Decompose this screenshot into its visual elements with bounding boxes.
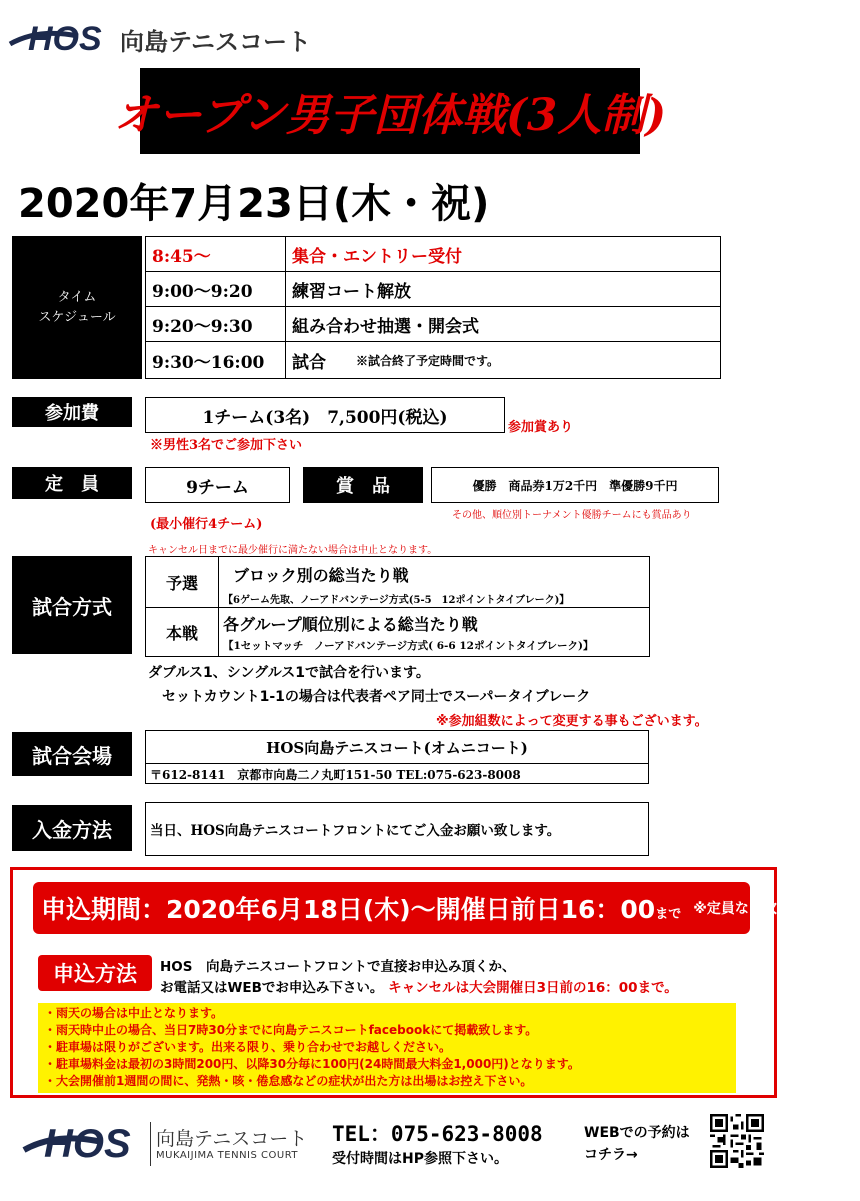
schedule-row-0-time: 8:45～ xyxy=(145,236,286,272)
format-change-note: ※参加組数によって変更する事もございます。 xyxy=(436,714,708,729)
fee-value: 1チーム(3名) 7,500円(税込) xyxy=(145,397,505,433)
schedule-label-line2: スケジュール xyxy=(38,309,116,325)
format-prelim-label: 予選 xyxy=(145,556,219,608)
fee-side-note: 参加賞あり xyxy=(508,420,574,435)
application-method-line1: HOS 向島テニスコートフロントで直接お申込み頂くか、 xyxy=(160,959,516,975)
notice-item: ・大会開催前1週間の間に、発熱・咳・倦怠感などの症状が出た方は出場はお控え下さい。 xyxy=(44,1074,533,1088)
application-period-small: まで xyxy=(655,906,682,922)
prize-value: 優勝 商品券1万2千円 準優勝9千円 xyxy=(431,467,719,503)
venue-address: 〒612-8141 京都市向島二ノ丸町151-50 TEL:075-623-8008 xyxy=(150,768,521,782)
schedule-label xyxy=(12,236,142,379)
footer-qr-code[interactable] xyxy=(710,1114,764,1168)
prize-label: 賞 品 xyxy=(303,467,423,503)
format-final-title: 各グループ順位別による総当たり戦 xyxy=(223,615,478,634)
footer-logo-text: HOS xyxy=(44,1122,131,1166)
schedule-row-3-desc-text: 試合 xyxy=(292,352,326,373)
schedule-row-3-desc xyxy=(285,341,721,379)
schedule-row-1-desc: 練習コート解放 xyxy=(285,271,721,307)
format-final-cell xyxy=(218,607,650,657)
notice-item: ・雨天時中止の場合、当日7時30分までに向島テニスコートfacebookにて掲載致します。 xyxy=(44,1023,538,1037)
footer-web-line1: WEBでの予約は xyxy=(584,1125,690,1141)
qr-code-icon xyxy=(710,1114,764,1168)
schedule-row-3-note: ※試合終了予定時間です。 xyxy=(356,353,500,368)
application-method-label-text: 申込方法 xyxy=(53,962,137,986)
schedule-row-3-time: 9:30～16:00 xyxy=(145,341,286,379)
title-banner xyxy=(113,68,667,154)
schedule-row-1-time: 9:00～9:20 xyxy=(145,271,286,307)
footer-web-line2: コチラ→ xyxy=(584,1147,638,1163)
header-logo xyxy=(8,14,118,58)
schedule-row-2-time: 9:20～9:30 xyxy=(145,306,286,342)
notice-item: ・駐車場料金は最初の3時間200円、以降30分毎に100円(24時間最大料金1,000円)となります。 xyxy=(44,1057,580,1071)
schedule-row-0-desc: 集合・エントリー受付 xyxy=(285,236,721,272)
venue-divider xyxy=(146,763,648,764)
footer-hours: 受付時間はHP参照下さい。 xyxy=(332,1151,508,1167)
capacity-value: 9チーム xyxy=(145,467,290,503)
footer-venue-name-en: MUKAIJIMA TENNIS COURT xyxy=(156,1150,299,1161)
fee-label: 参加費 xyxy=(12,397,132,427)
schedule-label-line1: タイム xyxy=(57,289,97,305)
capacity-note: (最小催行4チーム) xyxy=(150,517,263,532)
payment-label: 入金方法 xyxy=(12,805,132,851)
format-prelim-detail: 【6ゲーム先取、ノーアドバンテージ方式(5-5 12ポイントタイブレーク)】 xyxy=(223,595,570,606)
schedule-row-2-desc: 組み合わせ抽選・開会式 xyxy=(285,306,721,342)
application-method-cancel: キャンセルは大会開催日3日前の16：00まで。 xyxy=(388,980,678,996)
header-venue-name: 向島テニスコート xyxy=(120,28,312,56)
event-date: 2020年7月23日(木・祝) xyxy=(18,181,490,227)
footer-divider xyxy=(150,1122,151,1166)
notice-box xyxy=(38,1003,736,1093)
venue-name: HOS向島テニスコート(オムニコート) xyxy=(266,739,528,757)
capacity-label: 定 員 xyxy=(12,467,132,499)
application-method-label xyxy=(38,955,152,991)
format-prelim-cell xyxy=(218,556,650,608)
application-period-banner xyxy=(33,882,860,934)
format-prelim-title: ブロック別の総当たり戦 xyxy=(233,566,409,585)
format-label: 試合方式 xyxy=(12,556,132,654)
format-final-detail: 【1セットマッチ ノーアドバンテージ方式( 6-6 12ポイントタイブレーク)】 xyxy=(223,640,594,652)
notice-item: ・駐車場は限りがございます。出来る限り、乗り合わせでお越しください。 xyxy=(44,1040,452,1054)
footer-venue-name: 向島テニスコート xyxy=(156,1128,308,1150)
footer-tel: TEL：075-623-8008 xyxy=(332,1122,543,1146)
format-final-label: 本戦 xyxy=(145,607,219,657)
payment-text: 当日、HOS向島テニスコートフロントにてご入金お願い致します。 xyxy=(145,802,649,856)
format-line1: ダブルス1、シングルス1で試合を行います。 xyxy=(148,665,430,681)
venue-box xyxy=(145,730,649,784)
application-period-note: ※定員なり次第終了です。 xyxy=(693,901,860,917)
notice-item: ・雨天の場合は中止となります。 xyxy=(44,1006,224,1020)
prize-note: その他、順位別トーナメント優勝チームにも賞品あり xyxy=(452,510,692,521)
venue-label: 試合会場 xyxy=(12,732,132,776)
format-line2: セットカウント1-1の場合は代表者ペア同士でスーパータイブレーク xyxy=(162,689,591,705)
capacity-cancel-note: キャンセル日までに最少催行に満たない場合は中止となります。 xyxy=(148,545,438,556)
title-banner-text: オープン男子団体戦(3人制) xyxy=(113,90,667,141)
header-logo-text: HOS xyxy=(28,20,102,58)
application-method-line2-wrap xyxy=(160,976,678,996)
application-period-main: 申込期間：2020年6月18日(木)～開催日前日16：00 xyxy=(41,895,656,924)
footer-logo xyxy=(22,1118,150,1168)
application-method-line2: お電話又はWEBでお申込み下さい。 xyxy=(160,980,384,996)
fee-note: ※男性3名でご参加下さい xyxy=(150,438,303,453)
